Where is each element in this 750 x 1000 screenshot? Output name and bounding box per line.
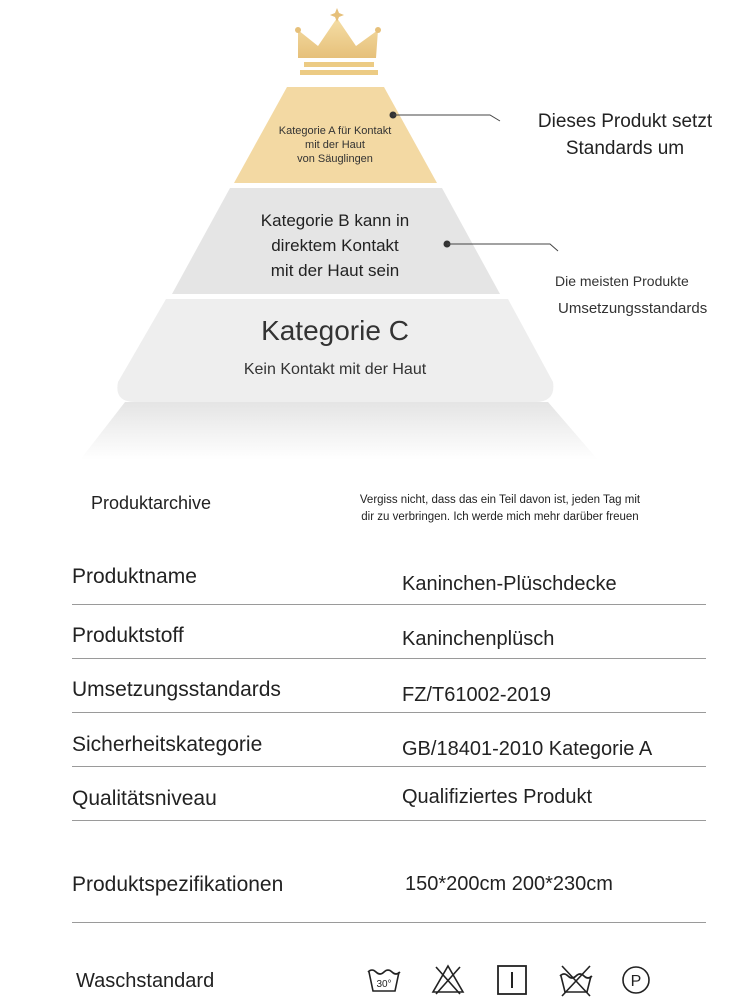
spec-value: GB/18401-2010 Kategorie A <box>402 738 653 760</box>
row-divider <box>72 604 706 605</box>
callout-b-line1: Die meisten Produkte <box>555 273 689 289</box>
spec-label: Produktstoff <box>72 624 184 647</box>
row-divider <box>72 712 706 713</box>
spec-label: Sicherheitskategorie <box>72 733 263 756</box>
tier-a-label <box>240 124 430 166</box>
no-bleach-icon <box>430 962 466 998</box>
callout-a-line2: Standards um <box>565 138 685 159</box>
no-iron-icon <box>558 962 594 998</box>
row-divider <box>72 658 706 659</box>
tier-b-line2: direktem Kontakt <box>271 236 399 255</box>
spec-label: Qualitätsniveau <box>72 787 217 810</box>
spec-value: 150*200cm 200*230cm <box>405 873 613 895</box>
archive-note-line2: dir zu verbringen. Ich werde mich mehr darüber freuen <box>361 511 639 523</box>
wash-30-icon <box>366 962 402 998</box>
archive-note-line1: Vergiss nicht, dass das ein Teil davon ist, jeden Tag mit <box>359 494 641 506</box>
spec-value: Qualifiziertes Produkt <box>402 786 593 808</box>
row-divider <box>72 922 706 923</box>
spec-label: Produktname <box>72 565 197 588</box>
spec-value: Kaninchenplüsch <box>402 628 555 650</box>
tier-a-line1: Kategorie A für Kontakt <box>278 125 392 137</box>
archive-title: Produktarchive <box>91 493 212 513</box>
spec-value: Kaninchen-Plüschdecke <box>402 573 617 595</box>
tier-c-subtitle: Kein Kontakt mit der Haut <box>243 361 427 378</box>
dry-clean-p-icon <box>618 962 654 998</box>
wash-temp-text: 30° <box>376 979 392 990</box>
spec-value: FZ/T61002-2019 <box>402 684 551 706</box>
tier-a-line2: mit der Haut <box>305 139 365 151</box>
tier-b-line1: Kategorie B kann in <box>260 211 410 230</box>
callout-b-line2: Umsetzungsstandards <box>558 300 708 317</box>
tumble-dry-icon <box>494 962 530 998</box>
spec-label: Produktspezifikationen <box>72 873 284 896</box>
archive-note <box>335 492 665 526</box>
pyramid-shadow <box>80 402 598 460</box>
callout-a-text <box>505 108 745 162</box>
tier-a-line3: von Säuglingen <box>297 153 373 165</box>
row-divider <box>72 766 706 767</box>
callout-a-line1: Dieses Produkt setzt <box>537 111 713 132</box>
svg-text:P: P <box>630 973 642 990</box>
tier-c-title: Kategorie C <box>261 315 409 346</box>
tier-b-label <box>215 208 455 283</box>
crown-icon <box>295 8 381 75</box>
row-divider <box>72 820 706 821</box>
callout-line-a <box>390 112 501 122</box>
spec-label: Umsetzungsstandards <box>72 678 281 701</box>
wash-standard-label: Waschstandard <box>76 970 215 992</box>
tier-b-line3: mit der Haut sein <box>270 261 400 280</box>
